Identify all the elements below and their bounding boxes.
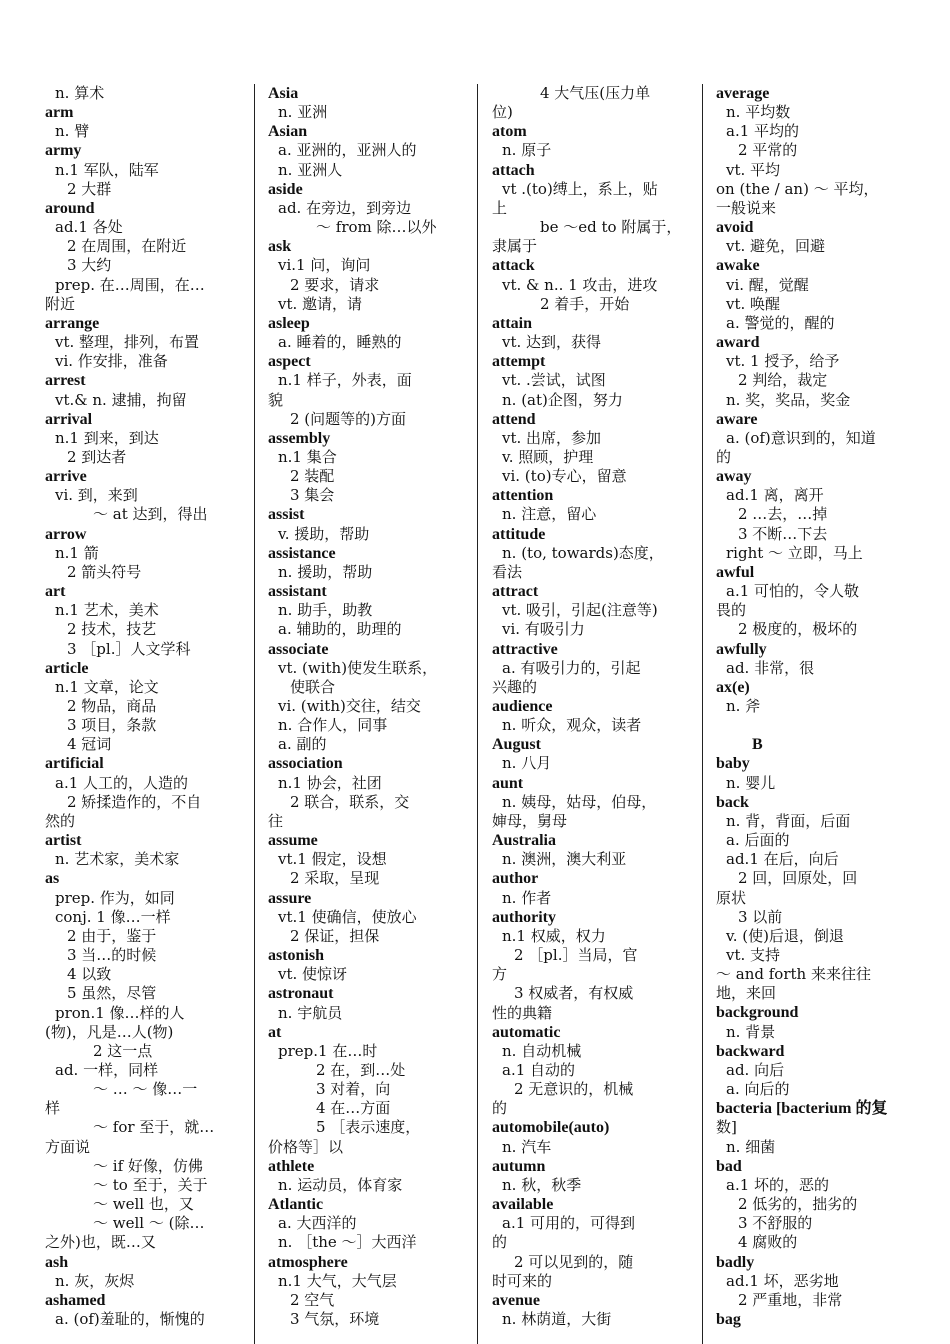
definition-line: n. 背景	[726, 1022, 776, 1041]
definition-line: ad.1 在后，向后	[726, 850, 839, 869]
headword: attract	[492, 583, 539, 601]
column-1	[45, 84, 245, 1344]
definition-line: 貌	[268, 390, 284, 409]
headword: attack	[492, 257, 535, 275]
definition-line: 3 项目，条款	[67, 716, 157, 735]
definition-line: 2 可以见到的，随	[514, 1252, 634, 1271]
headword: aware	[716, 410, 758, 428]
definition-line: 位)	[492, 103, 513, 122]
definition-line: 3 不断…下去	[738, 524, 828, 543]
headword: Asia	[268, 85, 299, 102]
column-divider	[254, 84, 255, 1344]
definition-line: 往	[268, 811, 284, 830]
definition-line: n. 宇航员	[278, 1003, 343, 1022]
definition-line: 4 腐败的	[738, 1233, 798, 1252]
headword: aspect	[268, 353, 311, 371]
headword: available	[492, 1196, 554, 1214]
headword: athlete	[268, 1157, 315, 1175]
definition-line: ～ well 也，又	[93, 1195, 194, 1214]
headword: Asian	[268, 123, 308, 141]
headword: associate	[268, 640, 329, 658]
headword: Australia	[492, 832, 556, 850]
definition-line: 2 大群	[67, 179, 112, 198]
definition-line: vi. 到，来到	[55, 486, 138, 505]
headword: attractive	[492, 640, 558, 658]
definition-line: 2 在周围，在附近	[67, 237, 187, 256]
definition-line: n. 援助，帮助	[278, 562, 373, 581]
definition-line: ad.1 各处	[55, 218, 123, 237]
definition-line: a. 亚洲的，亚洲人的	[278, 141, 417, 160]
headword: awake	[716, 257, 760, 275]
definition-line: 5 ［表示速度，	[316, 1118, 421, 1137]
headword: automobile(auto)	[492, 1119, 610, 1137]
headword: assembly	[268, 429, 331, 447]
headword: ash	[45, 1253, 69, 1271]
definition-line: 附近	[45, 294, 76, 313]
definition-line: n. 亚洲人	[278, 160, 343, 179]
headword: aside	[268, 180, 303, 198]
definition-line: 2 …去，…掉	[738, 505, 828, 524]
definition-line: vt. & n.. 1 攻击，进攻	[502, 275, 658, 294]
definition-line: ad. 在旁边，到旁边	[278, 198, 412, 217]
headword: article	[45, 659, 89, 677]
definition-line: vt. 避免，回避	[726, 237, 826, 256]
definition-line: vt. 唤醒	[726, 294, 781, 313]
definition-line: 性的典籍	[492, 1003, 553, 1022]
definition-line: 2 无意识的，机械	[514, 1080, 634, 1099]
definition-line: vt. .尝试，试图	[502, 371, 606, 390]
headword: authority	[492, 908, 556, 926]
definition-line: 3 权威者，有权威	[514, 984, 634, 1003]
definition-line: a.1 坏的，恶的	[726, 1175, 830, 1194]
definition-line: 2 严重地，非常	[738, 1290, 843, 1309]
headword: back	[716, 793, 749, 811]
definition-line: right ～ 立即，马上	[726, 543, 863, 562]
definition-line: n.1 军队，陆军	[55, 160, 159, 179]
section-letter: B	[752, 736, 763, 754]
definition-line: a. (of)羞耻的，惭愧的	[55, 1310, 205, 1328]
headword: atmosphere	[268, 1253, 348, 1271]
headword: attitude	[492, 525, 546, 543]
definition-line: 2 联合，联系，交	[290, 792, 410, 811]
definition-line: n. 八月	[502, 754, 552, 773]
headword: assistance	[268, 544, 336, 562]
headword: arm	[45, 104, 74, 122]
headword: automatic	[492, 1023, 561, 1041]
definition-line: 方面说	[45, 1137, 91, 1156]
definition-line: n.1 协会，社团	[278, 773, 382, 792]
definition-line: vi.1 问，询问	[278, 256, 371, 275]
headword: arrange	[45, 314, 100, 332]
definition-line: a. 警觉的，醒的	[726, 313, 835, 332]
headword: assure	[268, 889, 312, 907]
headword: away	[716, 468, 752, 486]
definition-line: 价格等］以	[268, 1137, 344, 1156]
definition-line: pron.1 像…样的人	[55, 1003, 185, 1022]
definition-line: vt.1 使确信，使放心	[278, 907, 417, 926]
definition-line: 2 保证，担保	[290, 926, 380, 945]
definition-line: 2 技术，技艺	[67, 620, 157, 639]
definition-line: 3 对着，向	[316, 1080, 391, 1099]
definition-line: vt. 吸引，引起(注意等)	[502, 601, 658, 620]
definition-line: n. (to, towards)态度，	[502, 543, 664, 562]
headword: arrow	[45, 525, 87, 543]
definition-line: a. 有吸引力的，引起	[502, 658, 641, 677]
headword: ax(e)	[716, 678, 750, 696]
definition-line: a. 睡着的，睡熟的	[278, 333, 402, 352]
definition-line: 兴趣的	[492, 677, 538, 696]
definition-line: n.1 箭	[55, 543, 99, 562]
definition-line: n. 臂	[55, 122, 90, 141]
definition-line: n. 秋，秋季	[502, 1175, 582, 1194]
headword: association	[268, 755, 343, 773]
definition-line: 2 这一点	[93, 1041, 153, 1060]
definition-line: 2 极度的，极坏的	[738, 620, 858, 639]
headword: average	[716, 85, 770, 102]
definition-line: n. 运动员，体育家	[278, 1175, 403, 1194]
definition-line: be ～ed to 附属于，	[540, 218, 682, 237]
definition-line: 看法	[492, 562, 523, 581]
definition-line: n. 亚洲	[278, 103, 328, 122]
definition-line: n. 助手，助教	[278, 601, 373, 620]
definition-line: conj. 1 像…一样	[55, 907, 171, 926]
headword: baby	[716, 755, 750, 773]
definition-line: a. 副的	[278, 735, 327, 754]
headword: badly	[716, 1253, 755, 1271]
definition-line: n.1 艺术，美术	[55, 601, 159, 620]
definition-line: 2 ［pl.］当局，官	[514, 946, 638, 965]
definition-line: v. (使)后退，倒退	[726, 926, 844, 945]
definition-line: 时可来的	[492, 1271, 553, 1290]
definition-line: 3 不舒服的	[738, 1214, 813, 1233]
definition-line: vt. 平均	[726, 160, 781, 179]
definition-line: 2 判给，裁定	[738, 371, 828, 390]
definition-line: 2 着手，开始	[540, 294, 630, 313]
definition-line: prep. 在…周围，在…	[55, 275, 205, 294]
definition-line: 一般说来	[716, 198, 777, 217]
definition-line: a. 后面的	[726, 831, 790, 850]
definition-line: ad. 非常，很	[726, 658, 815, 677]
headword: asleep	[268, 314, 310, 332]
definition-line: vt .(to)缚上，系上，贴	[502, 179, 658, 198]
definition-line: vi. 醒，觉醒	[726, 275, 809, 294]
definition-line: v. 援助，帮助	[278, 524, 370, 543]
definition-line: n.1 文章，论文	[55, 677, 159, 696]
definition-line: 2 (问题等的)方面	[290, 409, 407, 428]
headword: attention	[492, 487, 554, 505]
definition-line: n. 澳洲，澳大利亚	[502, 850, 627, 869]
definition-line: 之外)也，既…又	[45, 1233, 156, 1252]
definition-line: n. 奖，奖品，奖金	[726, 390, 851, 409]
definition-line: n. 灰，灰烬	[55, 1271, 135, 1290]
definition-line: 上	[492, 198, 508, 217]
headword: assume	[268, 832, 318, 850]
headword: Atlantic	[268, 1196, 324, 1214]
headword: attempt	[492, 353, 546, 371]
headword: bag	[716, 1310, 741, 1328]
definition-line: ～ at 达到，得出	[93, 505, 208, 524]
definition-line: n. 算术	[55, 84, 105, 102]
column-2	[268, 84, 464, 1344]
headword: arrive	[45, 468, 87, 486]
definition-line: 原状	[716, 888, 747, 907]
headword: aunt	[492, 774, 524, 792]
definition-line: 4 以致	[67, 965, 112, 984]
definition-line: vt.& n. 逮捕，拘留	[55, 390, 187, 409]
definition-line: n. (at)企图，努力	[502, 390, 623, 409]
headword: author	[492, 870, 539, 888]
headword: ashamed	[45, 1291, 106, 1309]
definition-line: 2 采取，呈现	[290, 869, 380, 888]
headword: arrival	[45, 410, 93, 428]
definition-line: vi. 作安排，准备	[55, 352, 168, 371]
definition-line: ～ to 至于，关于	[93, 1175, 208, 1194]
headword: assistant	[268, 583, 327, 601]
definition-line: ～ well ～ (除…	[93, 1214, 205, 1233]
column-4	[716, 84, 908, 1344]
definition-line: vi. 有吸引力	[502, 620, 585, 639]
headword: avenue	[492, 1291, 540, 1309]
definition-line: ～ … ～ 像…一	[93, 1080, 198, 1099]
definition-line: 2 矫揉造作的，不自	[67, 792, 202, 811]
headword: astronaut	[268, 985, 334, 1003]
headword: at	[268, 1023, 282, 1041]
definition-line: 2 由于，鉴于	[67, 926, 157, 945]
definition-line: 数]	[716, 1118, 737, 1137]
definition-line: 4 冠词	[67, 735, 112, 754]
definition-line: ad.1 坏，恶劣地	[726, 1271, 839, 1290]
definition-line: 使联合	[290, 677, 336, 696]
definition-line: vt. 邀请，请	[278, 294, 363, 313]
definition-line: n. 细菌	[726, 1137, 776, 1156]
definition-line: vt. 达到，获得	[502, 333, 602, 352]
definition-line: vt.1 假定，设想	[278, 850, 387, 869]
definition-line: ～ for 至于，就…	[93, 1118, 215, 1137]
headword: art	[45, 583, 66, 601]
definition-line: 3 以前	[738, 907, 783, 926]
headword: attach	[492, 161, 535, 179]
headword: awfully	[716, 640, 767, 658]
definition-line: ～ and forth 来来往往	[716, 965, 871, 984]
headword: ask	[268, 238, 292, 256]
column-divider	[702, 84, 703, 1344]
headword: award	[716, 334, 760, 352]
headword: around	[45, 199, 95, 217]
definition-line: 地，来回	[716, 984, 777, 1003]
definition-line: n.1 大气，大气层	[278, 1271, 397, 1290]
definition-line: n. 自动机械	[502, 1041, 582, 1060]
headword: autumn	[492, 1157, 546, 1175]
definition-line: (物)，凡是…人(物)	[45, 1022, 174, 1041]
headword: army	[45, 142, 82, 160]
definition-line: v. 照顾，护理	[502, 447, 594, 466]
definition-line: n. 听众，观众，读者	[502, 716, 642, 735]
definition-line: ～ if 好像，仿佛	[93, 1156, 203, 1175]
headword: awful	[716, 563, 755, 581]
headword: arrest	[45, 372, 86, 390]
definition-line: n. ［the ～］大西洋	[278, 1233, 417, 1252]
spacer	[716, 716, 908, 735]
definition-line: a. 辅助的，助理的	[278, 620, 402, 639]
definition-line: vi. (with)交往，结交	[278, 697, 421, 715]
definition-line: 3 大约	[67, 256, 112, 275]
definition-line: n. 作者	[502, 888, 552, 907]
definition-line: 2 回，回原处，回	[738, 869, 858, 888]
definition-line: ad.1 离，离开	[726, 486, 824, 505]
headword: background	[716, 1004, 799, 1022]
definition-line: 2 平常的	[738, 141, 798, 160]
definition-line: n.1 样子，外表，面	[278, 371, 412, 390]
definition-line: 的	[716, 447, 732, 466]
definition-line: vt. 1 授予，给予	[726, 352, 840, 371]
definition-line: vt. (with)使发生联系，	[278, 658, 438, 677]
definition-line: a.1 自动的	[502, 1060, 576, 1079]
definition-line: prep.1 在…时	[278, 1041, 378, 1060]
headword: attend	[492, 410, 536, 428]
definition-line: a.1 可怕的，令人敬	[726, 582, 860, 601]
definition-line: 3 集会	[290, 486, 335, 505]
definition-line: 5 虽然，尽管	[67, 984, 157, 1003]
definition-line: ～ from 除…以外	[316, 218, 437, 237]
headword: bad	[716, 1157, 742, 1175]
definition-line: n. 婴儿	[726, 773, 776, 792]
headword: as	[45, 870, 60, 888]
headword: backward	[716, 1042, 785, 1060]
definition-line: 4 大气压(压力单	[540, 84, 651, 102]
definition-line: 3 ［pl.］人文学科	[67, 639, 191, 658]
definition-line: 婶母，舅母	[492, 811, 568, 830]
definition-line: 2 物品，商品	[67, 697, 157, 715]
headword: attain	[492, 314, 532, 332]
definition-line: n.1 权威，权力	[502, 926, 606, 945]
definition-line: n. 汽车	[502, 1137, 552, 1156]
definition-line: n. 斧	[726, 697, 761, 715]
headword: atom	[492, 123, 527, 141]
definition-line: n. 注意，留心	[502, 505, 597, 524]
headword: assist	[268, 506, 305, 524]
definition-line: 样	[45, 1099, 61, 1118]
definition-line: 2 低劣的，拙劣的	[738, 1195, 858, 1214]
definition-line: a. 向后的	[726, 1080, 790, 1099]
definition-line: 2 在，到…处	[316, 1060, 406, 1079]
definition-line: 2 空气	[290, 1290, 335, 1309]
definition-line: n.1 集合	[278, 447, 337, 466]
headword: August	[492, 736, 541, 754]
definition-line: 2 要求，请求	[290, 275, 380, 294]
definition-line: 的	[492, 1099, 508, 1118]
definition-line: a.1 平均的	[726, 122, 800, 141]
column-3	[492, 84, 685, 1344]
definition-line: n. 林荫道，大街	[502, 1310, 612, 1328]
definition-line: vi. (to)专心，留意	[502, 467, 627, 486]
definition-line: 畏的	[716, 601, 747, 620]
definition-line: n. 合作人，同事	[278, 716, 388, 735]
definition-line: 2 箭头符号	[67, 562, 142, 581]
definition-line: a.1 人工的，人造的	[55, 773, 189, 792]
headword: artist	[45, 832, 82, 850]
definition-line: a. 大西洋的	[278, 1214, 357, 1233]
definition-line: vt. 整理，排列，布置	[55, 333, 200, 352]
definition-line: a. (of)意识到的，知道	[726, 428, 876, 447]
definition-line: n. 原子	[502, 141, 552, 160]
definition-line: ad. 向后	[726, 1060, 785, 1079]
definition-line: 2 装配	[290, 467, 335, 486]
definition-line: vt. 出席，参加	[502, 428, 602, 447]
definition-line: 3 气氛，环境	[290, 1310, 380, 1328]
definition-line: vt. 使惊讶	[278, 965, 348, 984]
definition-line: 方	[492, 965, 508, 984]
definition-line: n.1 到来，到达	[55, 428, 159, 447]
headword: audience	[492, 698, 553, 715]
definition-line: a.1 可用的，可得到	[502, 1214, 636, 1233]
column-divider	[477, 84, 478, 1344]
definition-line: n. 姨母，姑母，伯母，	[502, 792, 657, 811]
definition-line: vt. 支持	[726, 946, 781, 965]
definition-line: 隶属于	[492, 237, 538, 256]
headword: avoid	[716, 219, 754, 237]
definition-line: 的	[492, 1233, 508, 1252]
definition-line: n. 背，背面，后面	[726, 811, 851, 830]
headword: astonish	[268, 947, 325, 965]
definition-line: 然的	[45, 811, 76, 830]
definition-line: prep. 作为，如同	[55, 888, 175, 907]
definition-line: n. 平均数	[726, 103, 791, 122]
definition-line: 2 到达者	[67, 447, 127, 466]
definition-line: 3 当…的时候	[67, 946, 157, 965]
headword: artificial	[45, 755, 104, 773]
definition-line: 4 在…方面	[316, 1099, 391, 1118]
definition-line: n. 艺术家，美术家	[55, 850, 180, 869]
definition-line: on (the / an) ～ 平均，	[716, 179, 879, 198]
headword: bacteria [bacterium 的复	[716, 1100, 888, 1118]
definition-line: ad. 一样，同样	[55, 1060, 159, 1079]
